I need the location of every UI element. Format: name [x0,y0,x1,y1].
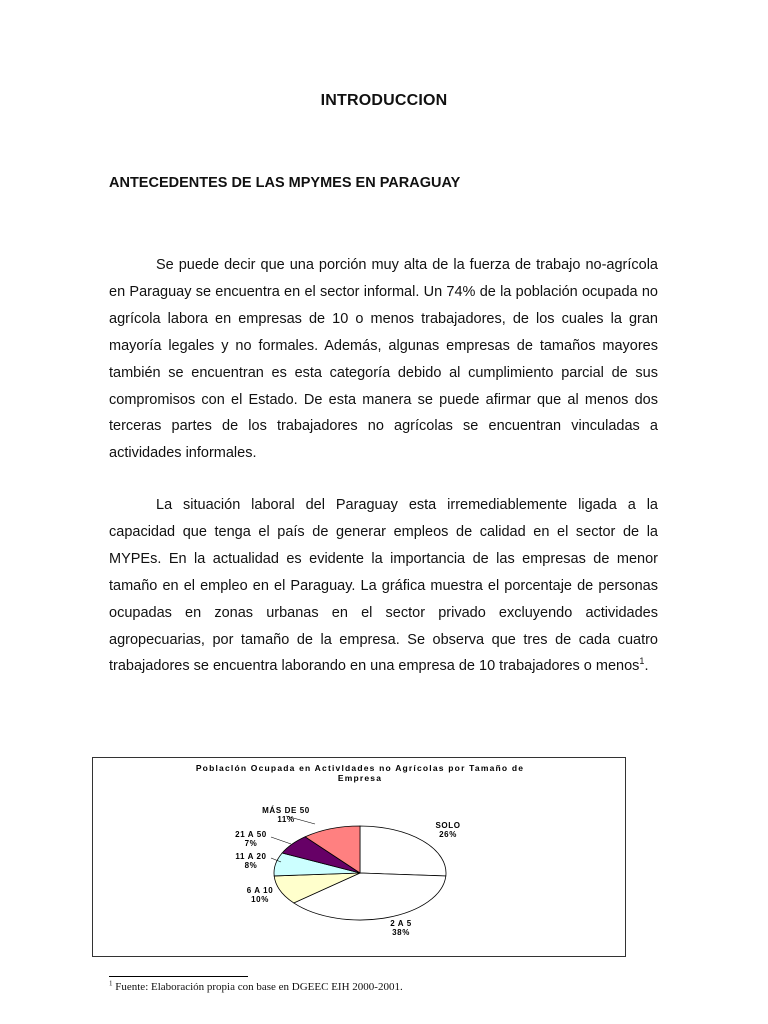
slice-label-6-a-10-pct: 10% [251,895,269,904]
paragraph-2-text: La situación laboral del Paraguay esta irremediablemente ligada a la capacidad que tenga el país de generar empleos de calidad en el sector de la MYPEs. En la actualidad es evidente la importancia de las empresas de menor tamaño en el empleo en el Paraguay. La gráfica muestra el porcentaje de personas ocupadas en zonas urbanas en el sector privado excluyendo actividades agropecuarias, por tamaño de la empresa. Se observa que tres de cada cuatro trabajadores se encuentra laborando en una empresa de 10 trabajadores o menos [109,497,658,675]
slice-label-mas-de-50-pct: 11% [277,815,295,824]
slice-label-6-a-10: 6 A 10 [246,886,274,895]
slice-label-21-a-50: 21 A 50 [235,830,267,839]
slice-label-solo: SOLO [435,821,461,830]
page-title: INTRODUCCION [320,92,448,109]
section-heading: ANTECEDENTES DE LAS MPYMES EN PARAGUAY [109,175,461,191]
slice-label-2-a-5: 2 A 5 [390,919,412,928]
pie-slice-solo [360,826,446,876]
footnote [109,981,403,993]
pie-chart-frame [92,757,626,957]
slice-label-11-a-20: 11 A 20 [235,852,267,861]
slice-label-2-a-5-pct: 38% [392,928,410,937]
slice-label-solo-pct: 26% [439,830,457,839]
slice-label-21-a-50-pct: 7% [244,839,258,848]
paragraph-2 [109,492,658,680]
leader-21-a-50 [271,837,291,844]
footnote-number: 1 [109,979,113,988]
footnote-text: Fuente: Elaboración propia con base en DGEEC EIH 2000-2001. [115,981,403,993]
paragraph-2-end: . [644,658,649,675]
chart-title-line1: Poblaclón Ocupada en Activldades no Agrícolas por Tamaño de [195,763,525,773]
footnote-divider [109,976,248,977]
pie-chart [93,758,627,958]
slice-label-mas-de-50: MÁS DE 50 [262,806,310,815]
footnote-reference[interactable]: 1 [639,656,645,667]
chart-title-line2: Empresa [337,773,383,783]
paragraph-1: Se puede decir que una porción muy alta de la fuerza de trabajo no-agrícola en Paraguay se encuentra en el sector informal. Un 74% de la población ocupada no agrícola labora en empresas de 10 o menos trabajadores, de los cuales la gran mayoría legales y no formales. Además, algunas empresas de tamaños mayores también se encuentran es esta categoría debido al cumplimiento parcial de sus compromisos con el Estado. De esta manera se puede afirmar que al menos dos terceras partes de los trabajadores no agrícolas se encuentran vinculadas a actividades informales. [109,257,658,462]
slice-label-11-a-20-pct: 8% [244,861,258,870]
